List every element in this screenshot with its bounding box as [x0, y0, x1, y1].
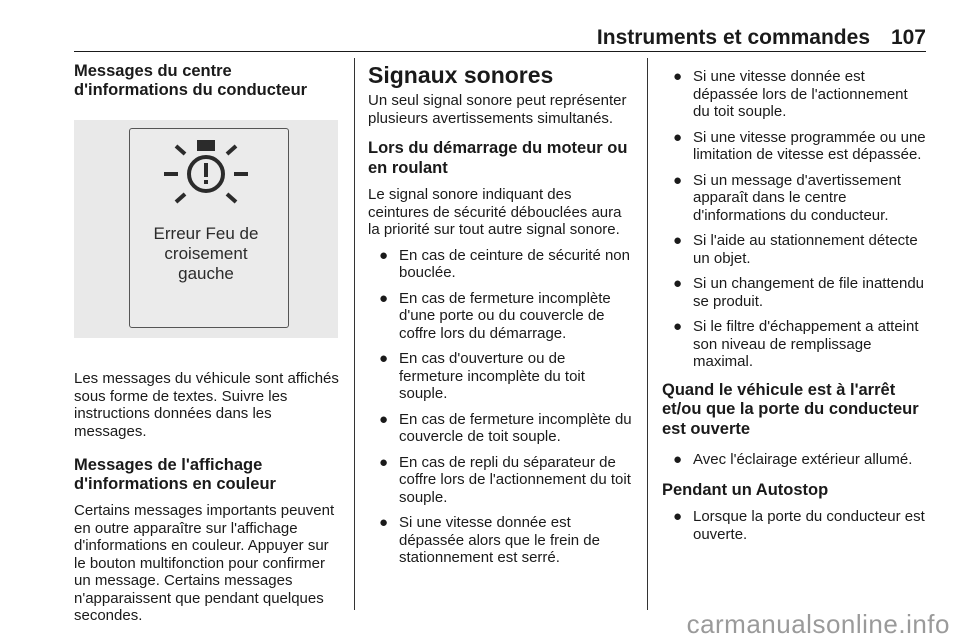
bullet-icon: ●: [379, 514, 389, 531]
stationary-conditions-list: [662, 451, 926, 469]
list-item: [662, 129, 926, 164]
list-item-text: Si une vitesse donnée est dépassée lors de l'actionnement du toit souple.: [693, 68, 908, 120]
heading-colour-info-display: Messages de l'affichage d'informations en couleur: [74, 456, 276, 493]
section-title: Instruments et commandes: [596, 26, 870, 49]
list-item: [368, 411, 632, 446]
list-item: [662, 232, 926, 267]
list-item-text: Si un changement de file inattendu se produit.: [693, 275, 924, 310]
bullet-icon: ●: [673, 451, 683, 468]
bullet-icon: ●: [673, 508, 683, 525]
bullet-icon: ●: [673, 171, 683, 189]
bullet-icon: ●: [673, 68, 683, 85]
list-item-text: Si une vitesse programmée ou une limitation de vitesse est dépassée.: [693, 128, 926, 163]
paragraph-colour-display: Certains messages importants peuvent en outre apparaître sur l'affichage d'informations en couleur. Appuyer sur le bouton multifonction pour confirmer un message. Certains messages n'apparaissent que pendant quelques secondes.: [74, 502, 335, 624]
paragraph-seatbelt-priority: Le signal sonore indiquant des ceintures de sécurité débouclées aura la priorité sur tout autre signal sonore.: [368, 186, 622, 238]
list-item-text: En cas de fermeture incomplète du couvercle de toit souple.: [399, 410, 632, 445]
message-figure: [74, 120, 338, 338]
heading-driver-info-messages: Messages du centre d'informations du conducteur: [74, 62, 308, 99]
list-item: [368, 350, 632, 403]
chime-conditions-list-continued: [662, 68, 926, 371]
column-divider-1: [354, 58, 355, 610]
autostop-conditions-list: [662, 508, 926, 543]
list-item: [368, 454, 632, 507]
bullet-icon: ●: [673, 128, 683, 146]
paragraph-chime-intro: Un seul signal sonore peut représenter plusieurs avertissements simultanés.: [368, 92, 627, 127]
page-number: 107: [890, 26, 926, 49]
list-item-text: Si l'aide au stationnement détecte un objet.: [693, 232, 918, 267]
paragraph-vehicle-messages: Les messages du véhicule sont affichés sous forme de textes. Suivre les instructions données dans les messages.: [74, 370, 339, 440]
fault-message: [74, 224, 338, 284]
list-item-text: Si le filtre d'échappement a atteint son niveau de remplissage maximal.: [693, 318, 919, 370]
list-item: [662, 451, 926, 469]
bulb-fault-icon: [126, 138, 286, 218]
bullet-icon: ●: [673, 275, 683, 292]
column-divider-2: [647, 58, 648, 610]
watermark: carmanualsonline.info: [686, 609, 950, 639]
list-item-text: Si une vitesse donnée est dépassée alors que le frein de stationnement est serré.: [399, 514, 600, 566]
page-header: [74, 18, 926, 50]
bullet-icon: ●: [673, 232, 683, 249]
bullet-icon: ●: [379, 410, 389, 428]
list-item-text: En cas de ceinture de sécurité non bouclée.: [399, 246, 630, 281]
list-item-text: En cas d'ouverture ou de fermeture incomplète du toit souple.: [399, 350, 585, 402]
bullet-icon: ●: [379, 246, 389, 264]
fault-message-line-2: croisement: [164, 244, 248, 263]
list-item: [368, 247, 632, 282]
heading-autostop: Pendant un Autostop: [662, 480, 829, 499]
bullet-icon: ●: [379, 289, 389, 307]
list-item: [368, 514, 632, 567]
column-2: [368, 62, 632, 575]
fault-message-line-3: gauche: [178, 264, 234, 283]
column-3: [662, 68, 926, 551]
list-item: [662, 275, 926, 310]
list-item-text: En cas de fermeture incomplète d'une porte ou du couvercle de coffre lors du démarrage.: [399, 289, 611, 342]
column-1: [74, 62, 342, 625]
fault-message-line-1: Erreur Feu de: [153, 224, 259, 243]
header-rule: [74, 51, 926, 52]
list-item: [368, 290, 632, 343]
heading-warning-chimes: Signaux sonores: [368, 62, 554, 88]
list-item: [662, 68, 926, 121]
bullet-icon: ●: [379, 350, 389, 367]
heading-stationary-door-open: Quand le véhicule est à l'arrêt et/ou que la porte du conducteur est ouverte: [662, 380, 919, 438]
list-item: [662, 508, 926, 543]
list-item-text: En cas de repli du séparateur de coffre lors de l'actionnement du toit souple.: [399, 453, 631, 506]
bullet-icon: ●: [673, 318, 683, 335]
chime-conditions-list: [368, 247, 632, 567]
heading-starting-driving: Lors du démarrage du moteur ou en roulant: [368, 139, 628, 177]
bullet-icon: ●: [379, 453, 389, 471]
list-item-text: Si un message d'avertissement apparaît dans le centre d'informations du conducteur.: [693, 171, 901, 224]
list-item: [662, 318, 926, 371]
list-item: [662, 172, 926, 225]
list-item-text: Lorsque la porte du conducteur est ouverte.: [693, 508, 925, 543]
list-item-text: Avec l'éclairage extérieur allumé.: [693, 451, 913, 468]
